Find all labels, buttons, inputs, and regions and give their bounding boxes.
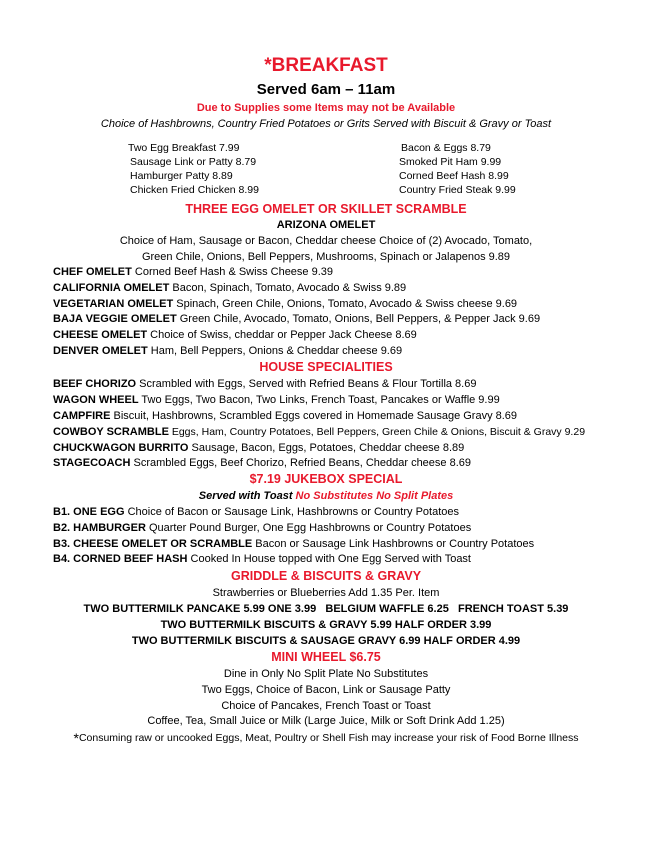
item-desc: Eggs, Ham, Country Potatoes, Bell Peppers, Green Chile & Onions, Biscuit & Gravy 9.29	[168, 426, 586, 438]
item-name: VEGETARIAN OMELET	[53, 298, 174, 310]
arizona-desc-1: Choice of Ham, Sausage or Bacon, Cheddar cheese Choice of (2) Avocado, Tomato,	[119, 235, 533, 247]
item-name: CHEF OMELET	[53, 266, 132, 278]
menu-item	[0, 537, 643, 551]
griddle-line-2: TWO BUTTERMILK BISCUITS & GRAVY 5.99 HALF ORDER 3.99	[160, 619, 492, 631]
breakfast-list-right	[399, 141, 516, 197]
list-item: Bacon & Eggs 8.79	[401, 142, 491, 154]
menu-item	[0, 521, 643, 535]
list-item: Corned Beef Hash 8.99	[399, 170, 509, 182]
mini-line-3: Choice of Pancakes, French Toast or Toast	[221, 700, 431, 712]
menu-item	[0, 344, 643, 358]
menu-item	[0, 552, 643, 566]
served-hours: Served 6am – 11am	[256, 81, 396, 98]
menu-item	[0, 297, 643, 311]
item-name: B3. CHEESE OMELET OR SCRAMBLE	[53, 538, 253, 550]
item-name: CAMPFIRE	[53, 410, 111, 422]
item-name: CALIFORNIA OMELET	[53, 282, 170, 294]
item-name: CHEESE OMELET	[53, 329, 148, 341]
item-desc: Green Chile, Avocado, Tomato, Onions, Bell Peppers, & Pepper Jack 9.69	[176, 313, 541, 325]
menu-item	[0, 409, 643, 423]
item-desc: Quarter Pound Burger, One Egg Hashbrowns or Country Potatoes	[145, 522, 472, 534]
item-name: WAGON WHEEL	[53, 394, 139, 406]
item-name: CHUCKWAGON BURRITO	[53, 442, 189, 454]
griddle-heading: GRIDDLE & BISCUITS & GRAVY	[230, 569, 422, 583]
jukebox-sub-red: No Substitutes No Split Plates	[295, 490, 454, 502]
item-desc: Bacon or Sausage Link Hashbrowns or Country Potatoes	[252, 538, 535, 550]
list-item: Smoked Pit Ham 9.99	[399, 156, 502, 168]
list-item: Chicken Fried Chicken 8.99	[130, 184, 259, 196]
breakfast-list-left	[128, 141, 259, 197]
item-desc: Spinach, Green Chile, Onions, Tomato, Avocado & Swiss cheese 9.69	[173, 298, 518, 310]
list-item: Country Fried Steak 9.99	[399, 184, 516, 196]
menu-item	[0, 425, 643, 439]
supply-notice: Due to Supplies some Items may not be Available	[196, 102, 456, 114]
mini-heading: MINI WHEEL $6.75	[271, 650, 381, 664]
item-name: DENVER OMELET	[53, 345, 148, 357]
item-desc: Bacon, Spinach, Tomato, Avocado & Swiss 9.89	[169, 282, 407, 294]
item-name: BEEF CHORIZO	[53, 378, 137, 390]
menu-item	[0, 328, 643, 342]
item-desc: Sausage, Bacon, Eggs, Potatoes, Cheddar cheese 8.89	[188, 442, 465, 454]
menu-item	[0, 505, 643, 519]
warning-text: Consuming raw or uncooked Eggs, Meat, Poultry or Shell Fish may increase your risk of Food Borne Illness	[78, 732, 579, 744]
list-item: Hamburger Patty 8.89	[130, 170, 233, 182]
item-name: B2. HAMBURGER	[53, 522, 146, 534]
jukebox-heading: $7.19 JUKEBOX SPECIAL	[249, 472, 403, 486]
item-desc: Corned Beef Hash & Swiss Cheese 9.39	[131, 266, 334, 278]
griddle-line-3: TWO BUTTERMILK BISCUITS & SAUSAGE GRAVY 6.99 HALF ORDER 4.99	[131, 635, 521, 647]
list-item: Sausage Link or Patty 8.79	[130, 156, 257, 168]
item-desc: Scrambled Eggs, Beef Chorizo, Refried Beans, Cheddar cheese 8.69	[130, 457, 472, 469]
item-desc: Choice of Swiss, cheddar or Pepper Jack Cheese 8.69	[147, 329, 417, 341]
menu-item	[0, 441, 643, 455]
arizona-desc-2: Green Chile, Onions, Bell Peppers, Mushrooms, Spinach or Jalapenos 9.89	[141, 251, 511, 263]
item-desc: Scrambled with Eggs, Served with Refried Beans & Flour Tortilla 8.69	[136, 378, 477, 390]
menu-item	[0, 456, 643, 470]
item-desc: Choice of Bacon or Sausage Link, Hashbrowns or Country Potatoes	[124, 506, 459, 518]
item-name: B4. CORNED BEEF HASH	[53, 553, 188, 565]
menu-item	[0, 312, 643, 326]
food-warning	[0, 731, 652, 745]
jukebox-subtitle	[0, 489, 652, 503]
item-name: BAJA VEGGIE OMELET	[53, 313, 177, 325]
item-name: COWBOY SCRAMBLE	[53, 426, 169, 438]
item-desc: Biscuit, Hashbrowns, Scrambled Eggs covered in Homemade Sausage Gravy 8.69	[110, 410, 518, 422]
menu-item	[0, 265, 643, 279]
list-item: Two Egg Breakfast 7.99	[128, 142, 240, 154]
griddle-line-1: TWO BUTTERMILK PANCAKE 5.99 ONE 3.99 BELGIUM WAFFLE 6.25 FRENCH TOAST 5.39	[83, 603, 569, 615]
menu-item	[0, 377, 643, 391]
arizona-title: ARIZONA OMELET	[276, 219, 376, 231]
sides-choice: Choice of Hashbrowns, Country Fried Potatoes or Grits Served with Biscuit & Gravy or Toast	[100, 118, 552, 130]
omelet-heading: THREE EGG OMELET OR SKILLET SCRAMBLE	[185, 202, 467, 216]
item-desc: Ham, Bell Peppers, Onions & Cheddar cheese 9.69	[147, 345, 403, 357]
item-name: B1. ONE EGG	[53, 506, 125, 518]
mini-line-1: Dine in Only No Split Plate No Substitutes	[223, 668, 429, 680]
warning-asterisk: *	[73, 730, 79, 746]
mini-line-4: Coffee, Tea, Small Juice or Milk (Large Juice, Milk or Soft Drink Add 1.25)	[147, 715, 505, 727]
item-desc: Cooked In House topped with One Egg Served with Toast	[187, 553, 471, 565]
page-title: *BREAKFAST	[264, 55, 388, 76]
jukebox-sub-black: Served with Toast	[198, 490, 296, 502]
mini-line-2: Two Eggs, Choice of Bacon, Link or Sausage Patty	[201, 684, 451, 696]
item-name: STAGECOACH	[53, 457, 131, 469]
menu-item	[0, 281, 643, 295]
house-heading: HOUSE SPECIALITIES	[259, 360, 393, 374]
griddle-note: Strawberries or Blueberries Add 1.35 Per. Item	[212, 587, 440, 599]
menu-item	[0, 393, 643, 407]
item-desc: Two Eggs, Two Bacon, Two Links, French Toast, Pancakes or Waffle 9.99	[138, 394, 500, 406]
